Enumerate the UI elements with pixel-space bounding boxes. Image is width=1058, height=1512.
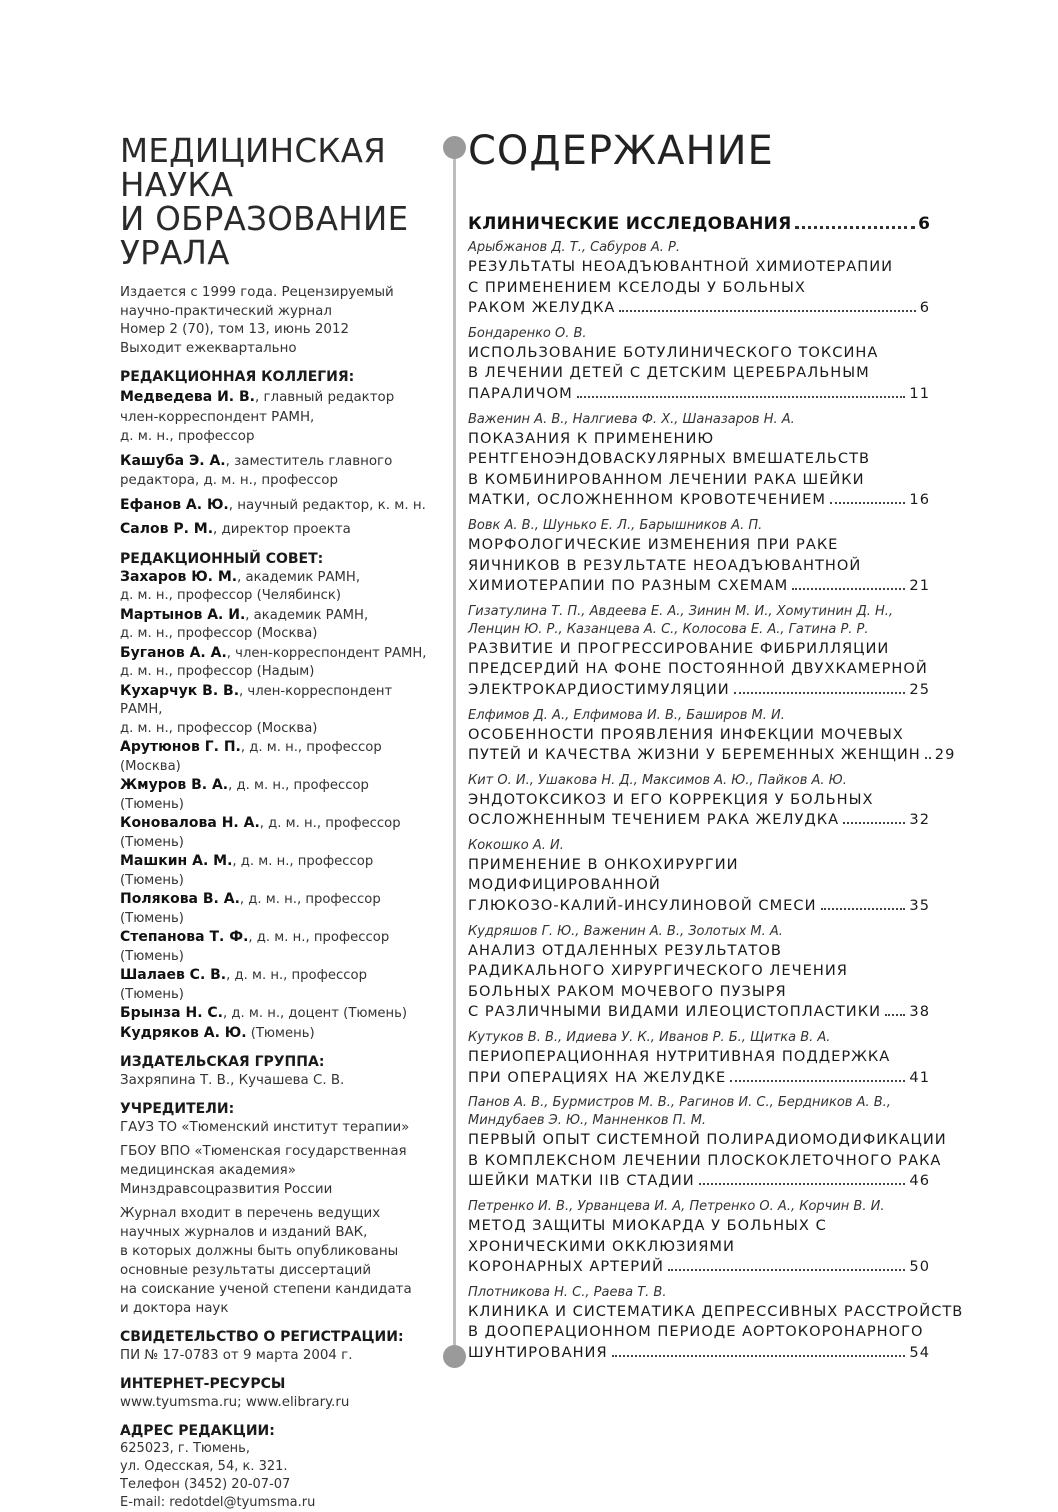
member-name: Жмуров В. А. <box>120 777 229 793</box>
title-line: В ДООПЕРАЦИОННОМ ПЕРИОДЕ АОРТОКОРОНАРНОГО <box>468 1323 924 1341</box>
title-line: РЕЗУЛЬТАТЫ НЕОАДЪЮВАНТНОЙ ХИМИОТЕРАПИИ <box>468 258 894 275</box>
toc-entry[interactable] <box>468 325 930 405</box>
member-role: , член-корреспондент РАМН, <box>226 645 427 661</box>
kollegiya-heading: РЕДАКЦИОННАЯ КОЛЛЕГИЯ: <box>120 369 355 385</box>
member-role: , заместитель главного <box>225 453 393 469</box>
title-line: ЭЛЕКТРОКАРДИОСТИМУЛЯЦИИ <box>468 680 730 698</box>
title-last-line <box>468 298 930 319</box>
address-line: Телефон (3452) 20-07-07 <box>120 1477 291 1492</box>
member-name: Захаров Ю. М. <box>120 568 238 585</box>
member-line <box>120 496 430 516</box>
journal-title-line: УРАЛА <box>120 234 230 272</box>
leader-dots <box>612 1355 906 1357</box>
member-line <box>120 928 430 966</box>
title-last-line <box>468 896 930 917</box>
toc-entry[interactable] <box>468 1029 930 1088</box>
toc-entry[interactable] <box>468 923 930 1023</box>
entry-title <box>468 257 930 319</box>
title-last-line <box>468 1171 930 1192</box>
entry-title <box>468 343 930 405</box>
member-role: , д. м. н., профессор (Тюмень) <box>120 892 381 926</box>
title-last-line <box>468 1257 930 1278</box>
author-line: Арыбжанов Д. Т., Сабуров А. Р. <box>468 240 680 255</box>
entry-title <box>468 855 930 917</box>
title-line: В КОМПЛЕКСНОМ ЛЕЧЕНИИ ПЛОСКОКЛЕТОЧНОГО РАКА <box>468 1151 942 1169</box>
title-line: В КОМБИНИРОВАННОМ ЛЕЧЕНИИ РАКА ШЕЙКИ <box>468 470 865 488</box>
journal-title-line: И ОБРАЗОВАНИЕ <box>120 200 409 238</box>
member-role: , научный редактор, к. м. н. <box>228 497 426 513</box>
title-line: ИСПОЛЬЗОВАНИЕ БОТУЛИНИЧЕСКОГО ТОКСИНА <box>468 343 879 361</box>
toc-section-page: 6 <box>918 214 930 234</box>
member <box>120 606 430 644</box>
publishing-text: Захряпина Т. В., Кучашева С. В. <box>120 1073 345 1088</box>
member-line <box>120 606 430 626</box>
toc-entry[interactable] <box>468 837 930 917</box>
toc-section[interactable] <box>468 214 930 234</box>
author-line: Важенин А. В., Налгиева Ф. Х., Шаназаров Н. А. <box>468 411 795 427</box>
member-name: Арутюнов Г. П. <box>120 739 241 755</box>
member <box>120 928 430 966</box>
toc-entry[interactable] <box>468 1198 930 1278</box>
vak-note <box>120 1204 430 1318</box>
toc-entry[interactable] <box>468 411 930 511</box>
member-name: Кухарчук В. В. <box>120 682 240 699</box>
toc-entry[interactable] <box>468 603 930 701</box>
member-line <box>120 814 430 852</box>
member-role: , академик РАМН, <box>245 607 369 623</box>
founder-line: ГБОУ ВПО «Тюменская государственная <box>120 1144 407 1159</box>
toc-entry[interactable] <box>468 1284 964 1364</box>
title-last-line <box>468 1002 930 1023</box>
title-line: РАДИКАЛЬНОГО ХИРУРГИЧЕСКОГО ЛЕЧЕНИЯ <box>468 962 848 980</box>
page-number: 11 <box>909 384 930 402</box>
member-line <box>120 890 430 928</box>
member <box>120 814 430 852</box>
column-divider <box>453 148 456 1356</box>
entry-authors <box>468 772 930 790</box>
member <box>120 852 430 890</box>
registration-heading: СВИДЕТЕЛЬСТВО О РЕГИСТРАЦИИ: <box>120 1329 404 1345</box>
founder-line: Минздравсоцразвития России <box>120 1182 333 1197</box>
member <box>120 520 430 540</box>
title-line: ПОКАЗАНИЯ К ПРИМЕНЕНИЮ <box>468 429 715 447</box>
member-line: д. м. н., профессор (Москва) <box>120 626 318 641</box>
entry-authors <box>468 1284 930 1302</box>
member-name: Буганов А. А. <box>120 644 227 661</box>
page-number: 41 <box>909 1068 930 1086</box>
title-last-line <box>468 1068 930 1089</box>
title-last-line <box>468 384 930 405</box>
leader-dots <box>730 1080 905 1082</box>
title-line: ШУНТИРОВАНИЯ <box>468 1343 608 1361</box>
page-number: 25 <box>909 680 930 698</box>
author-line: Кокошко А. И. <box>468 837 564 853</box>
member-name: Медведева И. В. <box>120 389 255 405</box>
member-line: д. м. н., профессор (Челябинск) <box>120 588 341 603</box>
entry-authors <box>468 239 930 257</box>
leader-dots <box>699 1183 906 1185</box>
entry-authors <box>468 411 930 429</box>
vak-line: научных журналов и изданий ВАК, <box>120 1225 368 1240</box>
author-line: Ленцин Ю. Р., Казанцева А. С., Колосова Е. А., Гатина Р. Р. <box>468 621 869 637</box>
title-last-line <box>468 576 930 597</box>
entry-title <box>468 639 930 701</box>
entry-title <box>468 535 930 597</box>
title-line: БОЛЬНЫХ РАКОМ МОЧЕВОГО ПУЗЫРЯ <box>468 982 787 1000</box>
sovet-heading: РЕДАКЦИОННЫЙ СОВЕТ: <box>120 550 324 567</box>
entry-title <box>468 1302 964 1364</box>
title-line: ПУТЕЙ И КАЧЕСТВА ЖИЗНИ У БЕРЕМЕННЫХ ЖЕНЩИН <box>468 746 921 764</box>
member-line: д. м. н., профессор <box>120 429 255 444</box>
title-line: ШЕЙКИ МАТКИ IIB СТАДИИ <box>468 1172 695 1190</box>
member-line <box>120 1004 430 1024</box>
internet-heading: ИНТЕРНЕТ-РЕСУРСЫ <box>120 1376 286 1392</box>
leader-dots <box>792 588 905 590</box>
leader-dots <box>577 396 906 398</box>
member <box>120 644 430 682</box>
title-last-line <box>468 490 930 511</box>
author-line: Кудряшов Г. Ю., Важенин А. В., Золотых М. А. <box>468 923 783 939</box>
title-line: С РАЗЛИЧНЫМИ ВИДАМИ ИЛЕОЦИСТОПЛАСТИКИ <box>468 1003 881 1021</box>
address-block <box>120 1440 430 1512</box>
title-line: ОСОБЕННОСТИ ПРОЯВЛЕНИЯ ИНФЕКЦИИ МОЧЕВЫХ <box>468 725 904 743</box>
page-number: 29 <box>934 746 956 764</box>
founder-line: медицинская академия» <box>120 1163 296 1178</box>
kollegiya-list <box>120 388 430 540</box>
entry-title <box>468 941 930 1023</box>
vak-line: на соискание ученой степени кандидата <box>120 1282 412 1297</box>
member-line <box>120 682 430 720</box>
entry-title <box>468 1047 930 1088</box>
entry-authors <box>468 1198 930 1216</box>
leader-dots <box>734 692 906 694</box>
member-name: Коновалова Н. А. <box>120 815 260 831</box>
author-line: Кутуков В. В., Идиева У. К., Иванов Р. Б., Щитка В. А. <box>468 1030 831 1046</box>
founder-2 <box>120 1142 430 1199</box>
member-name: Ефанов А. Ю. <box>120 496 229 513</box>
title-line: ГЛЮКОЗО-КАЛИЙ-ИНСУЛИНОВОЙ СМЕСИ <box>468 897 817 915</box>
entry-authors <box>468 837 930 855</box>
member-name: Салов Р. М. <box>120 521 214 537</box>
entry-authors <box>468 1029 930 1047</box>
title-line: МАТКИ, ОСЛОЖНЕННОМ КРОВОТЕЧЕНИЕМ <box>468 491 826 509</box>
entry-title <box>468 725 956 766</box>
title-line: ПАРАЛИЧОМ <box>468 384 573 402</box>
registration-text: ПИ № 17-0783 от 9 марта 2004 г. <box>120 1348 353 1363</box>
member-line <box>120 520 430 540</box>
entry-authors <box>468 325 930 343</box>
page-number: 50 <box>909 1258 930 1276</box>
leader-dots <box>885 1014 905 1016</box>
member-role: , д. м. н., доцент (Тюмень) <box>222 1006 408 1021</box>
member-role: , д. м. н., профессор (Тюмень) <box>120 930 390 964</box>
founder-line: ГАУЗ ТО «Тюменский институт терапии» <box>120 1120 410 1135</box>
member <box>120 452 430 491</box>
member-line <box>120 568 430 588</box>
toc-entries <box>468 239 964 1364</box>
member-line <box>120 738 430 776</box>
intro-line: Выходит ежеквартально <box>120 340 297 356</box>
member-line <box>120 776 430 814</box>
author-line: Миндубаев Э. Ю., Манненков П. М. <box>468 1113 707 1129</box>
title-line: ПРИМЕНЕНИЕ В ОНКОХИРУРГИИ <box>468 855 739 873</box>
leader-dots <box>668 1269 905 1271</box>
author-line: Петренко И. В., Урванцева И. А, Петренко О. А., Корчин В. И. <box>468 1199 885 1214</box>
member <box>120 568 430 606</box>
page-number: 21 <box>909 577 930 595</box>
entry-title <box>468 1130 947 1192</box>
page-number: 32 <box>909 811 930 829</box>
member <box>120 966 430 1004</box>
member <box>120 776 430 814</box>
member-line <box>120 852 430 890</box>
title-line: МОРФОЛОГИЧЕСКИЕ ИЗМЕНЕНИЯ ПРИ РАКЕ <box>468 535 839 553</box>
title-line: ХРОНИЧЕСКИМИ ОККЛЮЗИЯМИ <box>468 1237 735 1255</box>
page-number: 38 <box>909 1003 930 1021</box>
title-line: АНАЛИЗ ОТДАЛЕННЫХ РЕЗУЛЬТАТОВ <box>468 941 782 959</box>
masthead-column <box>120 134 430 1512</box>
member-role: , д. м. н., профессор (Москва) <box>120 740 382 774</box>
title-line: ПЕРВЫЙ ОПЫТ СИСТЕМНОЙ ПОЛИРАДИОМОДИФИКАЦИИ <box>468 1131 947 1149</box>
member-line: д. м. н., профессор (Надым) <box>120 664 315 679</box>
member-line <box>120 1024 430 1044</box>
entry-authors <box>468 603 930 639</box>
vak-line: основные результаты диссертаций <box>120 1263 372 1278</box>
member-role: , д. м. н., профессор (Тюмень) <box>120 968 367 1002</box>
vak-line: в которых должны быть опубликованы <box>120 1244 399 1259</box>
entry-title <box>468 1216 930 1278</box>
title-line: В ЛЕЧЕНИИ ДЕТЕЙ С ДЕТСКИМ ЦЕРЕБРАЛЬНЫМ <box>468 364 870 382</box>
member <box>120 388 430 447</box>
publishing-heading: ИЗДАТЕЛЬСКАЯ ГРУППА: <box>120 1054 325 1070</box>
member-line <box>120 644 430 664</box>
address-line: 625023, г. Тюмень, <box>120 1441 250 1456</box>
address-heading: АДРЕС РЕДАКЦИИ: <box>120 1423 275 1439</box>
entry-title <box>468 790 930 831</box>
toc-entry[interactable] <box>468 239 930 319</box>
entry-authors <box>468 923 930 941</box>
member-name: Кудряков А. Ю. <box>120 1024 247 1041</box>
member <box>120 1024 430 1044</box>
member-role: , академик РАМН, <box>237 569 361 585</box>
internet-links[interactable]: www.tyumsma.ru; www.elibrary.ru <box>120 1395 350 1410</box>
entry-title <box>468 429 930 511</box>
author-line: Вовк А. В., Шунько Е. Л., Барышников А. П. <box>468 517 763 533</box>
title-line: ОСЛОЖНЕННЫМ ТЕЧЕНИЕМ РАКА ЖЕЛУДКА <box>468 811 840 829</box>
toc-entry[interactable] <box>468 1094 947 1192</box>
member-role: , д. м. н., профессор (Тюмень) <box>120 778 369 812</box>
member <box>120 738 430 776</box>
author-line: Елфимов Д. А., Елфимова И. В., Баширов М. И. <box>468 707 785 723</box>
leader-dots <box>830 502 905 504</box>
member-line <box>120 966 430 1004</box>
page-number: 6 <box>919 299 930 317</box>
member-role: , директор проекта <box>213 522 351 537</box>
title-line: РАЗВИТИЕ И ПРОГРЕССИРОВАНИЕ ФИБРИЛЛЯЦИИ <box>468 639 890 657</box>
member-name: Полякова В. А. <box>120 891 240 907</box>
member-name: Шалаев С. В. <box>120 967 227 983</box>
founders-block <box>120 1118 430 1318</box>
title-last-line <box>468 810 930 831</box>
title-line: КОРОНАРНЫХ АРТЕРИЙ <box>468 1258 664 1276</box>
member-name: Кашуба Э. А. <box>120 452 226 469</box>
address-line: ул. Одесская, 54, к. 321. <box>120 1459 288 1474</box>
page-number: 46 <box>909 1172 930 1190</box>
title-line: КЛИНИКА И СИСТЕМАТИКА ДЕПРЕССИВНЫХ РАССТРОЙСТВ <box>468 1302 964 1320</box>
leader-dots <box>843 822 905 824</box>
page-number: 35 <box>909 897 930 915</box>
toc-entry[interactable] <box>468 707 956 766</box>
author-line: Кит О. И., Ушакова Н. Д., Максимов А. Ю., Пайков А. Ю. <box>468 772 847 788</box>
author-line: Плотникова Н. С., Раева Т. В. <box>468 1284 667 1300</box>
founders-heading: УЧРЕДИТЕЛИ: <box>120 1101 235 1117</box>
journal-title-line: МЕДИЦИНСКАЯ <box>120 132 387 170</box>
title-line: ЭНДОТОКСИКОЗ И ЕГО КОРРЕКЦИЯ У БОЛЬНЫХ <box>468 790 874 808</box>
leader-dots <box>821 908 906 910</box>
author-line: Панов А. В., Бурмистров М. В., Рагинов И. С., Бердников А. В., <box>468 1095 891 1111</box>
entry-authors <box>468 707 930 725</box>
member-line <box>120 388 430 408</box>
title-last-line <box>468 680 930 701</box>
title-line: ЯИЧНИКОВ В РЕЗУЛЬТАТЕ НЕОАДЪЮВАНТНОЙ <box>468 556 862 574</box>
member-role: , главный редактор <box>254 390 395 405</box>
toc-entry[interactable] <box>468 772 930 831</box>
toc-column <box>468 128 964 1370</box>
toc-section-label: КЛИНИЧЕСКИЕ ИССЛЕДОВАНИЯ <box>468 214 792 234</box>
member-line: редактора, д. м. н., профессор <box>120 473 338 488</box>
title-line: МОДИФИЦИРОВАННОЙ <box>468 876 661 894</box>
vak-line: и доктора наук <box>120 1301 229 1316</box>
member-role: , член-корреспондент РАМН, <box>120 683 393 717</box>
vak-line: Журнал входит в перечень ведущих <box>120 1206 381 1221</box>
journal-title-line: НАУКА <box>120 166 234 204</box>
divider-dot-icon <box>443 1345 466 1368</box>
title-line: РЕНТГЕНОЭНДОВАСКУЛЯРНЫХ ВМЕШАТЕЛЬСТВ <box>468 450 871 468</box>
journal-intro <box>120 284 430 358</box>
title-line: С ПРИМЕНЕНИЕМ КСЕЛОДЫ У БОЛЬНЫХ <box>468 278 806 296</box>
leader-dots <box>795 226 916 229</box>
entry-authors <box>468 1094 930 1130</box>
intro-line: Номер 2 (70), том 13, июнь 2012 <box>120 322 349 337</box>
member-line: д. м. н., профессор (Москва) <box>120 720 318 736</box>
title-line: ПРИ ОПЕРАЦИЯХ НА ЖЕЛУДКЕ <box>468 1068 727 1086</box>
member-role: (Тюмень) <box>246 1025 315 1041</box>
member-role: , д. м. н., профессор (Тюмень) <box>120 816 401 850</box>
divider-dot-icon <box>443 136 466 159</box>
title-line: ПРЕДСЕРДИЙ НА ФОНЕ ПОСТОЯННОЙ ДВУХКАМЕРНОЙ <box>468 660 928 678</box>
title-last-line <box>468 745 956 766</box>
title-line: ПЕРИОПЕРАЦИОННАЯ НУТРИТИВНАЯ ПОДДЕРЖКА <box>468 1048 891 1066</box>
member <box>120 1004 430 1024</box>
title-line: МЕТОД ЗАЩИТЫ МИОКАРДА У БОЛЬНЫХ С <box>468 1217 827 1234</box>
leader-dots <box>925 757 931 759</box>
member-line <box>120 452 430 472</box>
intro-line: научно-практический журнал <box>120 303 332 319</box>
toc-title: СОДЕРЖАНИЕ <box>468 128 774 174</box>
intro-line: Издается с 1999 года. Рецензируемый <box>120 285 394 300</box>
email-link[interactable]: E-mail: redotdel@tyumsma.ru <box>120 1495 316 1510</box>
leader-dots <box>619 310 915 312</box>
member-name: Брынза Н. С. <box>120 1005 223 1021</box>
member-line: член-корреспондент РАМН, <box>120 409 315 425</box>
toc-entry[interactable] <box>468 517 930 597</box>
member-name: Степанова Т. Ф. <box>120 929 249 945</box>
page-number: 54 <box>909 1343 930 1361</box>
sovet-list <box>120 568 430 1044</box>
author-line: Бондаренко О. В. <box>468 325 587 341</box>
title-last-line <box>468 1343 930 1364</box>
member-name: Машкин А. М. <box>120 853 233 869</box>
journal-title <box>120 134 430 270</box>
title-line: ХИМИОТЕРАПИИ ПО РАЗНЫМ СХЕМАМ <box>468 577 789 595</box>
member <box>120 682 430 739</box>
member-name: Мартынов А. И. <box>120 606 246 623</box>
member-role: , д. м. н., профессор (Тюмень) <box>120 854 374 888</box>
author-line: Гизатулина Т. П., Авдеева Е. А., Зинин М. И., Хомутинин Д. Н., <box>468 603 894 619</box>
page-number: 16 <box>909 491 930 509</box>
title-line: РАКОМ ЖЕЛУДКА <box>468 299 616 317</box>
entry-authors <box>468 517 930 535</box>
member <box>120 890 430 928</box>
member <box>120 496 430 516</box>
